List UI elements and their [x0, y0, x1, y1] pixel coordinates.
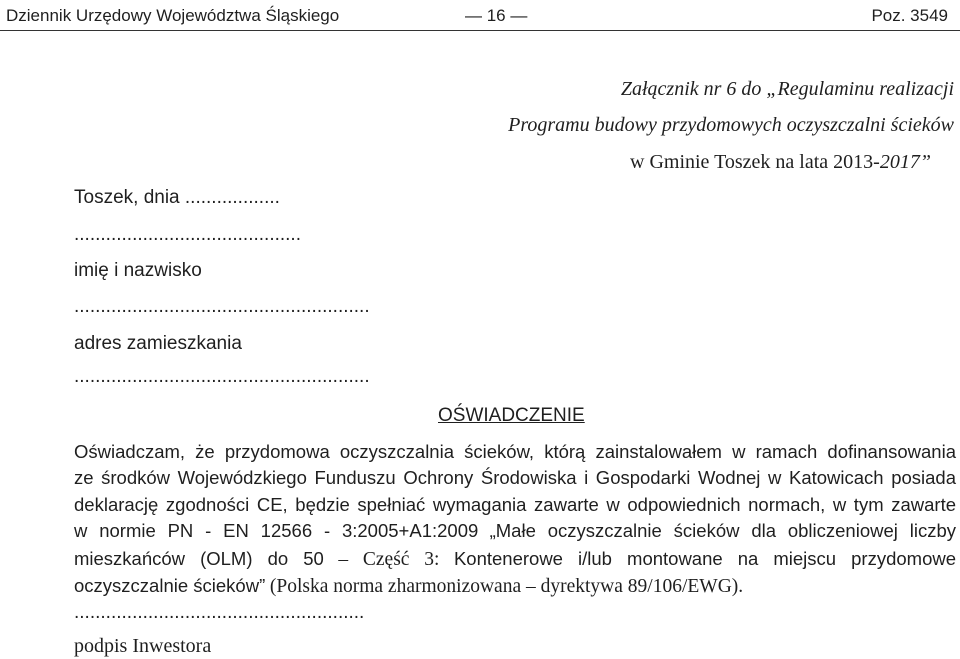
- name-dots: ...........................................: [74, 224, 301, 245]
- publication-title: Dziennik Urzędowy Województwa Śląskiego: [6, 6, 340, 25]
- address-dots: ........................................................: [74, 296, 370, 317]
- statement-line-1: Oświadczam, że przydomowa oczyszczalnia ścieków, którą zainstalowałem w ramach dofinansowania: [74, 441, 956, 462]
- annex-line-2: Programu budowy przydomowych oczyszczalni ścieków: [508, 114, 954, 136]
- statement-line-5-a: mieszkańców (OLM) do 50: [74, 547, 324, 569]
- statement-body: [74, 439, 956, 600]
- page-number: — 16 —: [465, 6, 528, 25]
- header-divider: [0, 30, 960, 31]
- position-number: Poz. 3549: [871, 6, 948, 25]
- annex-line-3-text: w Gminie Toszek na lata 2013-: [630, 151, 880, 173]
- page-header: [0, 0, 960, 33]
- statement-line-4-title: „Małe oczyszczalnie ścieków dla obliczeniowej liczby: [489, 520, 956, 542]
- statement-line-4: [74, 518, 956, 545]
- place-date-field: Toszek, dnia ..................: [74, 187, 280, 208]
- statement-line-6-a: oczyszczalnie ścieków”: [74, 575, 266, 597]
- statement-line-4-norm: w normie PN - EN 12566 - 3:2005+A1:2009: [74, 520, 479, 542]
- annex-line-3: [630, 151, 960, 174]
- signature-dots: .......................................................: [74, 602, 365, 623]
- statement-line-5-b: – Część 3:: [338, 548, 440, 570]
- statement-line-2: ze środków Wojewódzkiego Funduszu Ochrony Środowiska i Gospodarki Wodnej w Katowicach posiada: [74, 467, 956, 489]
- address-dots-2: ........................................................: [74, 366, 370, 387]
- signature-label: podpis Inwestora: [74, 635, 212, 657]
- statement-line-5: [74, 546, 956, 573]
- name-label: imię i nazwisko: [74, 260, 202, 281]
- annex-line-3-year: 2017”: [879, 151, 931, 173]
- statement-line-3: deklarację zgodności CE, będzie spełniać wymagania zawarte w odpowiednich normach, w tym zawarte: [74, 493, 956, 515]
- statement-line-6-b: (Polska norma zharmonizowana – dyrektywa 89/106/EWG).: [269, 576, 744, 598]
- statement-line-6: [74, 573, 956, 600]
- address-label: adres zamieszkania: [74, 333, 242, 354]
- statement-title: OŚWIADCZENIE: [438, 405, 585, 426]
- annex-line-1: Załącznik nr 6 do „Regulaminu realizacji: [620, 78, 954, 100]
- statement-line-5-c: Kontenerowe i/lub montowane na miejscu przydomowe: [453, 547, 957, 569]
